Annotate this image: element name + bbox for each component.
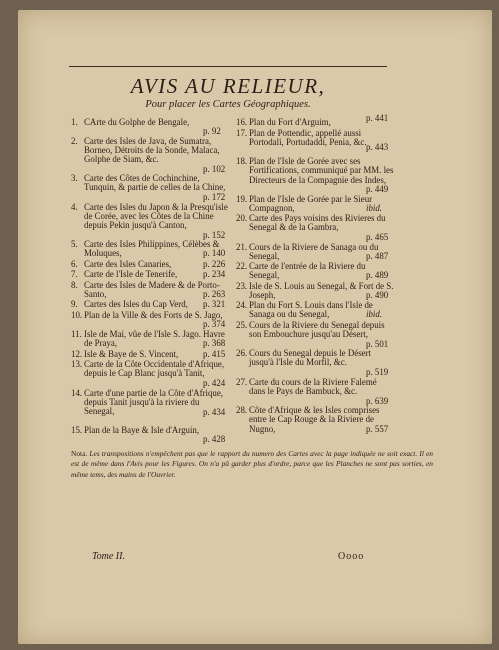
entry-text: Isle & Baye de S. Vincent,: [84, 348, 179, 359]
entry-page: p. 374: [203, 318, 226, 329]
entry-number: 15.: [71, 425, 83, 435]
entry-text: Carte des Isles Canaries,: [84, 258, 172, 269]
entry-number: 4.: [71, 201, 78, 212]
map-list-right: [236, 113, 394, 435]
entry-text: Cours de la Riviere de Sanaga ou du Senegal,: [249, 241, 379, 261]
entry-text: Isle de S. Louis au Senegal, & Fort de S. Joseph,: [249, 280, 394, 300]
entry-page: p. 434: [203, 406, 226, 417]
list-item: [71, 350, 229, 360]
list-item: [236, 214, 394, 242]
list-item: [71, 389, 229, 426]
map-list-left: [71, 118, 229, 446]
entry-page: p. 172: [203, 192, 226, 202]
entry-page: p. 428: [203, 434, 226, 444]
entry-page: p. 424: [203, 378, 226, 388]
list-item: [236, 349, 394, 377]
entry-number: 14.: [71, 387, 83, 398]
list-item: [71, 203, 229, 240]
list-item: [236, 301, 394, 320]
volume-label: Tome II.: [92, 551, 125, 562]
list-item: [236, 195, 394, 214]
list-item: [71, 174, 229, 202]
entry-page: p. 152: [203, 229, 226, 240]
entry-text: Carte du cours de la Riviere Falemé dans le Pays de Bambuck, &c.: [249, 376, 377, 396]
list-item: [71, 311, 229, 330]
entry-page: p. 226: [203, 258, 226, 269]
entry-page: ibid.: [366, 309, 383, 319]
entry-number: 2.: [71, 135, 78, 146]
list-item: [236, 129, 394, 157]
entry-text: Carte des Isles du Japon & la Presqu'isle de Corée, avec les Côtes de la Chine depuis Pekin jusqu'à Canton,: [84, 201, 228, 231]
entry-page: p. 321: [203, 299, 226, 309]
entry-number: 5.: [71, 239, 78, 249]
entry-number: 16.: [236, 117, 248, 127]
entry-page: p. 102: [203, 163, 226, 174]
list-item: [71, 426, 229, 445]
entry-number: 13.: [71, 359, 83, 369]
entry-number: 3.: [71, 173, 78, 183]
entry-text: Plan de l'Isle de Gorée avec ses Fortifications, communiqué par MM. les Directeurs de la Compagnie des Indes,: [249, 156, 394, 185]
entry-number: 11.: [71, 329, 82, 339]
entry-text: CArte du Golphe de Bengale,: [84, 117, 190, 127]
list-item: [236, 321, 394, 349]
entry-number: 6.: [71, 258, 78, 269]
binder-note: [71, 449, 433, 480]
entry-number: 10.: [71, 309, 83, 320]
entry-page: p. 489: [366, 270, 389, 280]
entry-page: p. 443: [366, 141, 389, 152]
signature-mark: Oooo: [338, 551, 365, 562]
entry-page: ibid.: [366, 202, 383, 213]
entry-text: Plan du Fort S. Louis dans l'Isle de Sanaga ou du Senegal,: [249, 300, 373, 320]
entry-page: p. 501: [366, 338, 389, 349]
entry-page: p. 449: [366, 184, 389, 194]
entry-number: 25.: [236, 319, 248, 330]
list-item: [236, 243, 394, 262]
entry-text: Plan du Fort d'Arguim,: [249, 117, 331, 127]
entry-number: 17.: [236, 127, 248, 138]
entry-text: Plan de la Ville & des Forts de S. Jago,: [84, 309, 223, 320]
entry-number: 21.: [236, 241, 248, 252]
entry-number: 8.: [71, 279, 78, 290]
note-lead: Nota.: [71, 449, 88, 458]
list-item: [236, 406, 394, 434]
top-rule: [69, 66, 387, 67]
entry-text: Cartes des Isles du Cap Verd,: [84, 299, 188, 309]
list-item: [71, 240, 229, 259]
entry-text: Carte des Isles de Java, de Sumatra, Borneo, Détroits de la Sonde, Malaca, Golphe de Siam, &c.: [84, 135, 220, 165]
entry-page: p. 465: [366, 232, 389, 242]
entry-text: Plan de la Baye & Isle d'Arguin,: [84, 425, 200, 435]
entry-text: Carte de la Côte Occidentale d'Afrique, depuis le Cap Blanc jusqu'à Tanit,: [84, 359, 225, 379]
entry-page: p. 639: [366, 395, 389, 406]
entry-page: p. 557: [366, 424, 389, 434]
entry-page: p. 234: [203, 269, 226, 279]
page-subtitle: Pour placer les Cartes Géographiques.: [145, 99, 311, 110]
list-item: [236, 282, 394, 301]
entry-text: Côte d'Afrique & les Isles comprises entre le Cap Rouge & la Riviere de Nugno,: [249, 405, 380, 434]
entry-page: p. 140: [203, 248, 226, 258]
list-item: [71, 118, 229, 136]
entry-text: Carte des Côtes de Cochinchine, Tunquin, & partie de celles de la Chine,: [84, 173, 226, 193]
entry-number: 7.: [71, 269, 78, 279]
list-item: [71, 360, 229, 388]
list-item: [236, 113, 394, 128]
note-text: Les transpositions n'empêchent pas que le rapport du numero des Cartes avec la page indiquée ne soit exact. Il en est de même dans l'Avis pour les Figures. On n'a pû garder plus d'ordre, parce que les Planches ne sont pas sorties, en même tems, des mains de l'Ouvrier.: [71, 449, 433, 479]
entry-text: Carte de l'entrée de la Riviere du Senegal,: [249, 261, 366, 281]
entry-page: p. 263: [203, 288, 226, 299]
entry-number: 18.: [236, 156, 248, 166]
list-item: [236, 262, 394, 281]
entry-text: Isle de Mai, vûe de l'Isle S. Jago. Havre de Praya,: [84, 329, 225, 349]
entry-number: 12.: [71, 348, 83, 359]
entry-number: 20.: [236, 213, 248, 223]
entry-text: Plan de Pottendic, appellé aussi Portodali, Portudaddi, Penia, &c.: [249, 127, 367, 147]
entry-number: 28.: [236, 405, 248, 415]
entry-page: p. 441: [366, 113, 389, 123]
entry-text: Cours de la Riviere du Senegal depuis son Embouchure jusqu'au Désert,: [249, 319, 385, 339]
entry-text: Carte de l'Isle de Tenerife,: [84, 269, 178, 279]
entry-text: Cours du Senegal depuis le Désert jusqu'à l'Isle du Morfil, &c.: [249, 348, 372, 368]
list-item: [71, 260, 229, 270]
list-item: [71, 300, 229, 310]
list-item: [236, 378, 394, 406]
entry-text: Carte des Pays voisins des Rivieres du Senegal & de la Gambra,: [249, 213, 386, 233]
entry-page: p. 487: [366, 250, 389, 261]
entry-page: p. 519: [366, 367, 389, 377]
list-item: [71, 137, 229, 174]
entry-page: p. 92: [203, 126, 221, 136]
list-item: [236, 157, 394, 194]
page-title: AVIS AU RELIEUR,: [130, 74, 326, 98]
entry-number: 27.: [236, 376, 248, 387]
entry-text: Carte des Isles de Madere & de Porto-Santo,: [84, 279, 220, 299]
entry-number: 22.: [236, 261, 248, 271]
entry-text: Carte d'une partie de la Côte d'Afrique, depuis Tanit jusqu'à la riviere du Senegal,: [84, 387, 223, 417]
entry-text: Carte des Isles Philippines, Célèbes & Moluques,: [84, 239, 220, 259]
entry-page: p. 368: [203, 338, 226, 348]
list-item: [71, 281, 229, 300]
list-item: [71, 270, 229, 280]
entry-number: 19.: [236, 193, 248, 204]
entry-number: 23.: [236, 280, 248, 291]
entry-page: p. 490: [366, 289, 389, 300]
entry-number: 1.: [71, 117, 78, 127]
entry-page: p. 415: [203, 348, 226, 359]
entry-number: 26.: [236, 348, 248, 358]
entry-text: Plan de l'Isle de Gorée par le Sieur Compagnon,: [249, 193, 373, 213]
list-item: [71, 330, 229, 349]
entry-number: 9.: [71, 299, 78, 309]
entry-number: 24.: [236, 300, 248, 310]
